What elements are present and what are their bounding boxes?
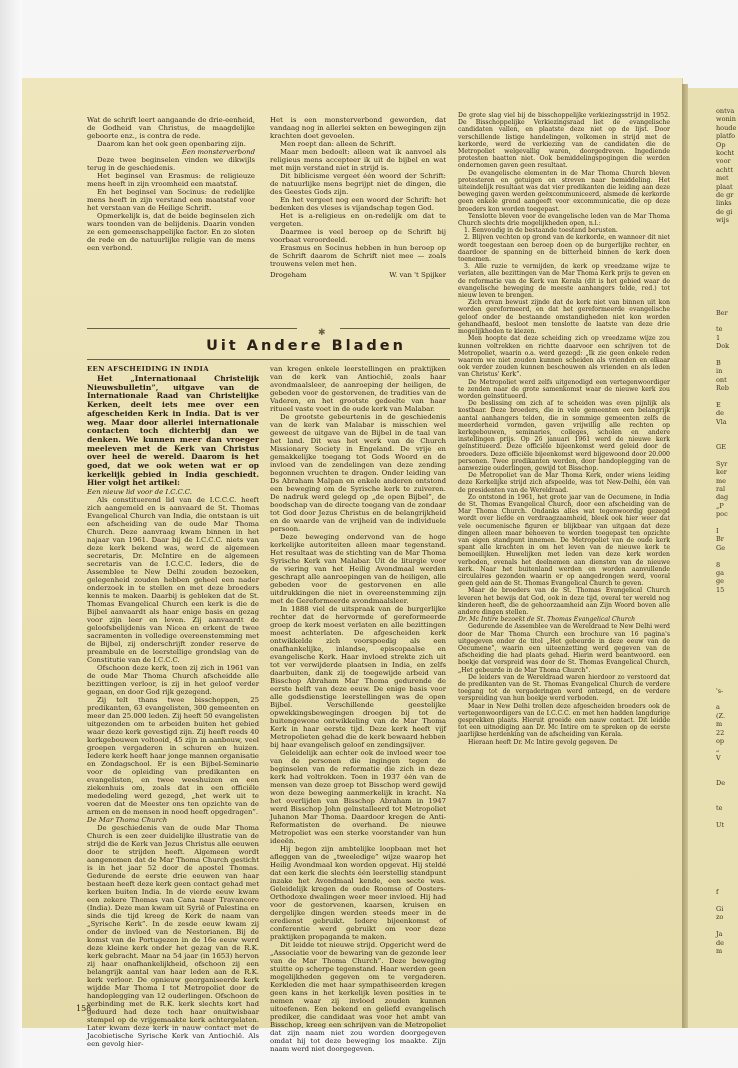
paragraph: Men roept dan: alleen de Schrift. bbox=[280, 140, 397, 148]
next-page-fragment: de bbox=[716, 409, 725, 418]
paragraph: Maar in New Delhi trollen deze afgescheiden broeders ook de vertegenwoordigers van de I.C.C.C. en met hen hadden langdurige gesprekken plaats. Hieruit groeide een nauw contact. Dit leidde tot een uitnodiging aan Dr. Mc Intire om te spreken op de eerste jaarlijkse herdenking van de afscheiding van Kerala. bbox=[458, 702, 670, 739]
next-page-fragment: me bbox=[716, 476, 727, 485]
next-page-fragment: Op bbox=[716, 140, 726, 149]
page-number: 158 bbox=[76, 1004, 92, 1013]
next-page-fragment: ker bbox=[716, 468, 727, 477]
right-column bbox=[458, 112, 670, 1012]
paragraph: Hieraan heeft Dr. Mc Intire gevolg gegeven. De bbox=[468, 738, 618, 746]
next-page-fragment: dag bbox=[716, 493, 729, 502]
paragraph: Dit biblicisme vergeet één woord der Schrift: de natuurlijke mens begrijpt niet de dingen, die des Geestes Gods zijn. bbox=[270, 172, 446, 196]
signature-author: W. van 't Spijker bbox=[389, 271, 446, 279]
next-page-fragment: I bbox=[716, 527, 719, 535]
paragraph: Daarmee is veel beroep op de Schrift bij voorbaat veroordeeld. bbox=[270, 228, 446, 244]
paragraph: En het beginsel van Socinus: de redelijke mens heeft in zijn verstand een maatstaf voor het verstaan van de Heilige Schrift. bbox=[87, 188, 255, 212]
separator-rule-left bbox=[87, 328, 297, 329]
paragraph: Ofschoon deze kerk, toen zij zich in 1961 van de oude Mar Thoma Church afscheidde alle bezittingen verloor, is zij in het geloof verder gegaan, en door God rijk gezegend. bbox=[87, 664, 259, 697]
top-middle-column bbox=[270, 116, 446, 316]
paragraph: Als constituerend lid van de I.C.C.C. heeft zich aangemeld en is aanvaard de St. Thomas Evangelical Church van India, die ontstaan is uit een afscheiding van de oude Mar Thoma Church. Deze aanvraag kwam binnen in het najaar van 1961. Daar bij de I.C.C.C. niets van deze kerk bekend was, werd de algemeen secretaris, Dr. McIntire en de algemeen secretaris van de I.C.C.C. Ieders, die de Assemblee te New Delhi zouden bezoeken, gelegenheid zouden hebben geheel een nader onderzoek in te stellen en met deze broeders kennis te maken. Daarbij is gebleken dat de St. Thomas Evangelical Church een kerk is die de Bijbel aanvaardt als haar enige basis en gezag voor zijn leer en leven. Zij aanvaardt de geloofsbelijdenis van Nicea en erkent de twee sacramenten in volledige overeenstemming met de Bijbel, zij onderschrijft zonder reserve de preambule en de leerstellige grondslag van de Constitutie van de I.C.C.C. bbox=[87, 496, 259, 665]
next-page-fragment: „ bbox=[716, 745, 720, 754]
banner-underline bbox=[87, 359, 450, 360]
paragraph: Gedurende de Assemblee van de Wereldraad te New Delhi werd door de Mar Thoma Church een brochure van 16 pagina's uitgegeven onder de titel „Het gebeurde in deze eeuw van de Oecumene”, waarin een uiteenzetting werd gegeven van de afscheiding die had plaats gehad. Hierin werd beantwoord. een boekje dat verspreid was door de St. Thomas Evangelical Church, „Het gebeurde in de Mar Thoma Church”. bbox=[458, 623, 670, 674]
next-page-fragment: „P bbox=[716, 501, 724, 510]
binding-edge bbox=[0, 0, 22, 1068]
paragraph: Maar de broeders van de St. Thomas Evangelical Church leveren het bewijs dat God, ook in deze tijd, overal ter wereld nog kinderen heeft, die de gehoorzaamheid aan Zijn Woord boven alle andere dingen stellen. bbox=[458, 587, 670, 617]
next-page-fragment: m bbox=[716, 947, 723, 955]
paragraph: Geleidelijk aan echter ook de invloed weer toe van de personen die ingingen tegen de beginselen van de reformatie die zich in deze kerk had voltrokken. Toen in 1937 één van de mensen van deze groep tot Bisschop werd gewijd won deze beweging aanmerkelijk in kracht. Na het overlijden van Bisschop Abraham in 1947 werd Bisschop John geïnstalleerd tot Metropoliet Juhanon Mar Thoma. Daardoor kregen de Anti-Reformatisten de overhand. De nieuwe Metropoliet was een sterke voorstander van hun ideeën. bbox=[270, 749, 446, 845]
next-page-fragment: plaat bbox=[716, 182, 733, 191]
paragraph: Deze beweging ondervond van de hoge kerkelijke autoriteiten alleen maar tegenstand. Het resultaat was de stichting van de Mar Thoma Syrische Kerk van Malabar. Uit de liturgie voor de viering van het Heilig Avondmaal werden geschrapt alle aanroepingen van de heiligen, alle gebeden voor de gestorvenen en alle uitdrukkingen die niet in overeenstemming zijn met de Gereformeerde avondmaalsleer. bbox=[270, 533, 446, 605]
next-page-fragment: kocht bbox=[716, 149, 735, 157]
paragraph: 1. Eenvoudig in de bestaande toestand berusten. bbox=[464, 227, 618, 235]
article-column-1 bbox=[87, 365, 259, 1049]
paragraph: De grote slag viel bij de bisschoppelijke verkiezingsstrijd in 1952. De Bisschoppelijke Verkiezingsraad liet de evangelische candidaten vallen, en plaatste deze niet op de lijst. Door verschillende listige handelingen, volkomen in strijd met de kerkorde, werd de verkiezing van de candidaten die de Metropoliet welgevallig waren, doorgedreven. Ingediende protesten baatten niet. Ook bemiddelingspogingen die werden ondernomen gaven geen resultaat. bbox=[458, 112, 670, 170]
next-page-fragment: wonin bbox=[716, 115, 736, 124]
separator-rule-right bbox=[340, 328, 450, 329]
paragraph: De grootste gebeurtenis in de geschiedenis van de kerk van Malabar is misschien wel geweest de uitgave van de Bijbel in de taal van het land. Dit was het werk van de Church Missionary Society in Engeland. De vrije en gemakkelijke toegang tot Gods Woord en de invloed van de zendelingen van deze zending begonnen vruchten te dragen. Onder leiding van Ds Abraham Malpan en enkele anderen ontstond een beweging om de Syrische kerk te zuiveren. De nadruk werd gelegd op „de open Bijbel”, de boodschap van de directe toegang van de zondaar tot God door Jezus Christus en de belangrijkheid en de waarde van de vrijheid van de individuele persoon. bbox=[270, 413, 446, 533]
next-page-fragment: Ge bbox=[716, 543, 726, 552]
next-page-fragment: links bbox=[716, 199, 732, 208]
paragraph: Maar men bedoelt: alleen wat ik aanvoel als religieus mens accepteer ik uit de bijbel en wat met mijn verstand niet in strijd is. bbox=[270, 148, 446, 172]
paragraph: Dit leidde tot nieuwe strijd. Opgericht werd de „Associatie voor de bewaring van de gezonde leer van de Mar Thoma Church”. Deze beweging stuitte op scherpe tegenstand. Haar werden geen mogelijkheden gegeven om te vergaderen. Kerkleden die met haar sympathiseerden kregen geen kans in het kerkelijk leven posities in te nemen waar zij invloed zouden kunnen uitoefenen. Een bekend en geliefd evangelisch prediker, die candidaat was voor het ambt van Bisschop, kreeg een schrijven van de Metropoliet dat zijn naam niet zou worden doorgegeven omdat hij tot deze beweging los maakte. Zijn naam werd niet doorgegeven. bbox=[270, 941, 446, 1053]
next-page-fragment: m bbox=[716, 720, 723, 729]
paragraph: Daarom kan het ook geen openbaring zijn. bbox=[97, 140, 246, 148]
next-page-fragment: Ut bbox=[716, 821, 725, 829]
paragraph: 3. Alle ruzie te vermijden, de kerk op vreedzame wijze te verlaten, alle bezittingen van de Mar Thoma Kerk prijs te geven en de reformatie van de Kerk van Kerala (dit is het gebied waar de evangelische beweging de meeste aanhangers telde, red.) tot nieuw leven te brengen. bbox=[458, 263, 670, 300]
next-page-fragment: Gi bbox=[716, 905, 724, 913]
next-page-fragment: Ja bbox=[716, 930, 723, 939]
article-subheading: Een nieuw lid voor de I.C.C.C. bbox=[87, 488, 192, 497]
paragraph: Men hoopte dat deze scheiding zich op vreedzame wijze zou kunnen voltrekken en richtte daarvoor een schrijven tot de Metropoliet, waarin o.a. werd gezegd: „Ik zie geen enkele reden waarom we niet zouden kunnen scheiden als vrienden en elkaar ook verder zouden kunnen beschouwen als vrienden en als leden van Christus' Kerk”. bbox=[458, 335, 670, 379]
next-page-fragment: f bbox=[716, 888, 719, 897]
paragraph: De geschiedenis van de oude Mar Thoma Church is een zeer duidelijke illustratie van de strijd die de Kerk van Jezus Christus alle eeuwen door te strijden heeft. Algemeen wordt aangenomen dat de Mar Thoma Church gesticht is in het jaar 52 door de apostel Thomas. Gedurende de eerste drie eeuwen van haar bestaan heeft deze kerk geen contact gehad met kerken buiten India. In de vierde eeuw kwam een zekere Thomas van Cana naar Travancore (India). Deze man kwam uit Syrië of Palestina en sinds die tijd kreeg de Kerk de naam van „Syrische Kerk”. In de zesde eeuw kwam zij onder de invloed van de Nestorianen. Bij de komst van de Portugezen in de 16e eeuw werd deze kleine kerk onder het gezag van de R.K. kerk gebracht. Maar na 54 jaar (in 1653) hervon zij haar onafhankelijkheid, ofschoon zij een belangrijk aantal van haar leden aan de R.K. kerk verloor. De opnieuw georganiseerde kerk wijdde Mar Thoma I tot Metropoliet door de handoplegging van 12 ouderlingen. Ofschoon de verbinding met de R.K. kerk slechts kort had geduurd had deze toch haar onuitwisbaar stempel op de vrijgemaakte kerk achtergelaten. Later kwam deze kerk in nauw contact met de Jacobietische Syrische Kerk van Antiochië. Als een gevolg hier- bbox=[87, 824, 259, 1049]
paragraph: Erasmus en Socinus hebben in hun beroep op de Schrift daarom de Schrift niet mee — zoals trouwens velen met hen. bbox=[270, 244, 446, 268]
next-page-fragment: achtt bbox=[716, 165, 733, 174]
next-page-fragment: te bbox=[716, 325, 723, 334]
top-left-column bbox=[87, 116, 255, 316]
next-page-fragment: De bbox=[716, 779, 726, 787]
next-page-fragment: Dok bbox=[716, 342, 730, 351]
next-page-fragment: 22 bbox=[716, 728, 725, 737]
next-page-fragment: zo bbox=[716, 913, 724, 922]
next-page-fragment: 1 bbox=[716, 333, 721, 342]
paragraph: Deze twee beginselen vinden we dikwijls terug in de geschiedenis. bbox=[87, 156, 255, 172]
next-page-fragment: E bbox=[716, 401, 721, 409]
ornament-icon: ✱ bbox=[318, 328, 326, 338]
next-page-fragment: 15 bbox=[716, 585, 725, 594]
paragraph: De Mar Thoma Church bbox=[87, 816, 168, 825]
paragraph: Opmerkelijk is, dat de beide beginselen zich wars toonden van de belijdenis. Daarin vonden ze een gemeenschappelijke factor. En zo sloten de rede en de natuurlijke religie van de mens een verbond. bbox=[87, 212, 255, 252]
paragraph: De evangelische elementen in de Mar Thoma Church bleven protesteren en getuigen en streven naar bemiddeling. Het uiteindelijk resultaat was dat vier predikanten die leiding aan deze beweging gaven werden geëxcommuniceerd, alsmede de kerkorde geen enkele grond aangeeft voor excommunicatie, die op deze broeders kon worden toegepast. bbox=[458, 169, 670, 213]
next-page-fragment: de bbox=[716, 938, 725, 947]
next-page-fragment: poc bbox=[716, 510, 728, 519]
next-page-fragment: Reb bbox=[716, 384, 729, 393]
next-page-fragment: Ber bbox=[716, 308, 728, 317]
next-page-fragment: ge bbox=[716, 577, 725, 586]
paragraph: En het vergeet nog een woord der Schrift: het bedenken des vleses is vijandschap tegen God. bbox=[270, 196, 446, 212]
paragraph: Zo ontstond in 1961, het grote jaar van de Oecumene, in India de St. Thomas Evangelical Church, door een afscheiding van de Mar Thoma Church. Ondanks alles wat tegenwoordig gezegd wordt over liefde en verdraagzaamheid, bleek ook hier weer dat vele oecumenische figuren er blijkbaar van uitgaan dat deze dingen alleen maar behoeven te worden toegepast ten opzichte van eigen standpunt innemen. De Metropoliet van de oude kerk spant alle krachten in om het leven van de nieuwe kerk te bemoeilijken. Huwelijken met leden van deze kerk worden verboden, evenals het deelnemen aan diensten van de nieuwe kerk. Naar het buitenland werden en worden aanvullende circulaires gezonden waarin er op aangedrongen werd, vooral geen geld aan de St. Thomas Evangelical Church te geven. bbox=[458, 493, 670, 588]
paragraph: Een monsterverbond bbox=[181, 148, 255, 156]
next-page-fragment: ral bbox=[716, 485, 726, 493]
next-page-fragment: Br bbox=[716, 535, 724, 544]
paragraph: Het is a-religieus en on-redelijk om dat te vergeten. bbox=[270, 212, 446, 228]
signature-place: Drogeham bbox=[270, 271, 307, 279]
next-page-fragment: Vla bbox=[716, 417, 727, 426]
next-page-fragment: ga bbox=[716, 569, 725, 577]
next-page-fragment: 's- bbox=[716, 686, 724, 695]
next-page-fragment: op bbox=[716, 737, 725, 745]
paragraph: De Metropoliet werd zelfs uitgenodigd een vertegenwoordiger te zenden naar de grote samenkomst waar de nieuwe kerk zou worden geïnstitueerd. bbox=[458, 378, 670, 400]
paragraph: Het is een monsterverbond geworden, dat vandaag nog in allerlei sekten en bewegingen zijn krachten doet gevoelen. bbox=[270, 116, 446, 140]
paragraph: De Metropoliet van de Mar Thoma Kerk, onder wiens leiding deze Kerkelijke strijd zich afspeelde, was tot New-Delhi, één van de presidenten van de Wereldraad. bbox=[458, 472, 670, 494]
next-page-edge bbox=[688, 88, 738, 1028]
next-page-fragment: B bbox=[716, 359, 721, 367]
next-page-fragment: Syr bbox=[716, 459, 728, 468]
paragraph: 2. Blijven vechten op grond van de kerkorde, en wanneer dit niet wordt toegestaan een beroep doen op de burgerlijke rechter, en daardoor de spanning en de bitterheid binnen de kerk doen toenemen. bbox=[458, 234, 670, 264]
next-page-fragment: de gi bbox=[716, 207, 733, 216]
next-page-fragment: ontva bbox=[716, 107, 735, 115]
article-heading: EEN AFSCHEIDING IN INDIA bbox=[87, 365, 209, 373]
next-page-fragment: te bbox=[716, 804, 723, 813]
next-page-fragment: in bbox=[716, 367, 723, 376]
next-page-fragment: platfo bbox=[716, 132, 736, 141]
paragraph: De beslissing om zich af te scheiden was even pijnlijk als kostbaar. Deze broeders, die in vele gemeenten een belangrijk aantal aanhangers telden, die in sommige gemeenten zelfs de meerderheid vormden, gaven vrijwillig alle rechten op kerkgebouwen, seminaries, colleges, scholen en andere instellingen prijs. Op 26 januari 1961 werd de nieuwe kerk geïnstitueerd. Deze officiële bijeenkomst werd geleid door de broeders. Deze officiële bijeenkomst werd bijgewoond door 20.000 personen. Twee predikanten werden, door handoplegging van de aanwezige ouderlingen, gewijd tot Bisschop. bbox=[458, 400, 670, 472]
signature-line bbox=[270, 271, 446, 279]
paragraph: Hij begon zijn ambtelijke loopbaan met het afleggen van de „tweeledige” wijze waarop het Heilig Avondmaal kon worden opgevat. Hij steldé dat een kerk die slechts één leerstellig standpunt inzake het Avondmaal kende, een secte was. Geleidelijk kregen de oude Roomse of Oosters-Orthodoxe dwalingen weer meer invloed. Hij had voor de gestorvenen, kaarsen, kruisen en dergelijke dingen werden steeds meer in de eredienst gebruikt. Iedere bijeenkomst of conferentie werd gebruikt om voor deze praktijken propaganda te maken. bbox=[270, 845, 446, 941]
next-page-fragment: met bbox=[716, 174, 729, 183]
paragraph: In 1888 viel de uitspraak van de burgerlijke rechter dat de hervormde of gereformeerde groep de kerk moest verlaten en alle bezittingen moest achterlaten. De afgescheiden kerk ontwikkelde zich voorspoedig als een onafhankelijke, inlandse, episcopaalse en evangelische Kerk. Haar invloed strekte zich uit tot ver verwijderde plaatsen in India, en zelfs daarbuiten, dank zij de toegewijde arbeid van Bisschop Abraham Mar Thoma gedurende de eerste helft van deze eeuw. De enige basis voor alle godsdienstige leerstellingen was de open Bijbel. Verschillende geestelijke opwekkingsbewegingen droegen bij tot de buitengewone ontwikkeling van de Mar Thoma Kerk in haar eerste tijd. Deze kerk heeft vijf Metropolieten gehad die de kerk bewaard hebben bij haar evangelisch geloof en zendingsijver. bbox=[270, 605, 446, 749]
next-page-fragment: wijs bbox=[716, 216, 729, 225]
next-page-fragment: V bbox=[716, 753, 721, 762]
paragraph: Tenslotte bleven voor de evangelische leden van de Mar Thoma Church slechts drie mogelijkheden open, n.l.: bbox=[458, 212, 670, 228]
paragraph: Het beginsel van Erasmus: de religieuze mens heeft in zijn vroomheid een maatstaf. bbox=[87, 172, 255, 188]
section-banner: Uit Andere Bladen bbox=[206, 338, 406, 354]
article-lede: Het „Internationaal Christelijk Nieuwsbulletin”, uitgave van de Internationale Raad van Christelijke Kerken, deelt iets mee over een afgescheiden Kerk in India. Dat is ver weg. Maar door allerlei internationale contacten toch dichterbij dan we denken. We kunnen meer dan vroeger meeleven met de Kerk van Christus over heel de wereld. Daarom is het goed, dat we ook weten wat er op kerkelijk gebied in India geschiedt. Hier volgt het artikel: bbox=[87, 374, 259, 488]
next-page-fragment: 8 bbox=[716, 560, 721, 569]
next-page-fragment: (Z. bbox=[716, 711, 726, 720]
paragraph: Wat de schrift leert aangaande de drie-eenheid, de Godheid van Christus, de maagdelijke geboorte enz., is contra de rede. bbox=[87, 116, 255, 140]
next-page-fragment: voor bbox=[716, 157, 731, 166]
next-page-fragment: ont bbox=[716, 375, 727, 384]
next-page-fragment: GE bbox=[716, 443, 726, 451]
next-page-fragment: a bbox=[716, 703, 720, 712]
next-page-fragment: houde bbox=[716, 123, 737, 132]
paragraph: Zich ervan bewust zijnde dat de kerk niet van binnen uit kon worden gereformeerd, en dat het gereformeerde evangelische geloof onder de bestaande omstandigheden niet kon worden gehandhaafd, besloot men tenslotte de laatste van deze drie mogelijkheden te kiezen. bbox=[458, 299, 670, 336]
paragraph: Dr. Mc Intire bezoekt de St. Thomas Evangelical Church bbox=[458, 616, 636, 624]
next-page-fragment: de gr bbox=[716, 191, 734, 199]
paragraph: De leiders van de Wereldraad waren hierdoor zo verstoord dat de predikanten van de St. Thomas Evangelical Church de verdere toegang tot de vergaderingen werd ontzegd, en de verdere verspreiding van hun boekje werd verboden. bbox=[458, 673, 670, 703]
article-column-2 bbox=[270, 365, 446, 1053]
paragraph: van kregen enkele leerstellingen en praktijken van de kerk van Antiochië, zoals haar avondmaalsleer, de aanroeping der heiligen, de gebeden voor de gestorvenen, de tradities van de Vaderen, en het grootste gedeelte van haar ritueel vaste voet in de oude kerk van Malabar. bbox=[270, 365, 446, 413]
paragraph: Zij telt thans twee bisschoppen, 25 predikanten, 63 evangelisten, 300 gemeenten en meer dan 25.000 leden. Zij heeft 50 evangelisten uitgezonden om te arbeiden buiten het gebied waar deze kerk gevestigd zijn. Zij heeft reeds 40 kerkgebouwen voltooid, 45 zijn in aanbouw, veel groepen vergaderen in schuren en huizen. Iedere kerk heeft haar jonge mannen organisatie en Zondagschool. Er is een Bijbel-Seminarie voor de opleiding van predikanten en evangelisten, en twee weeshuizen en een ziekenhuis om, zoals dat in een officiële mededeling werd gezegd, „het werk uit te voeren dat de Meester ons ten opzichte van de armen en de mensen in nood heeft opgedragen”. bbox=[87, 696, 259, 817]
